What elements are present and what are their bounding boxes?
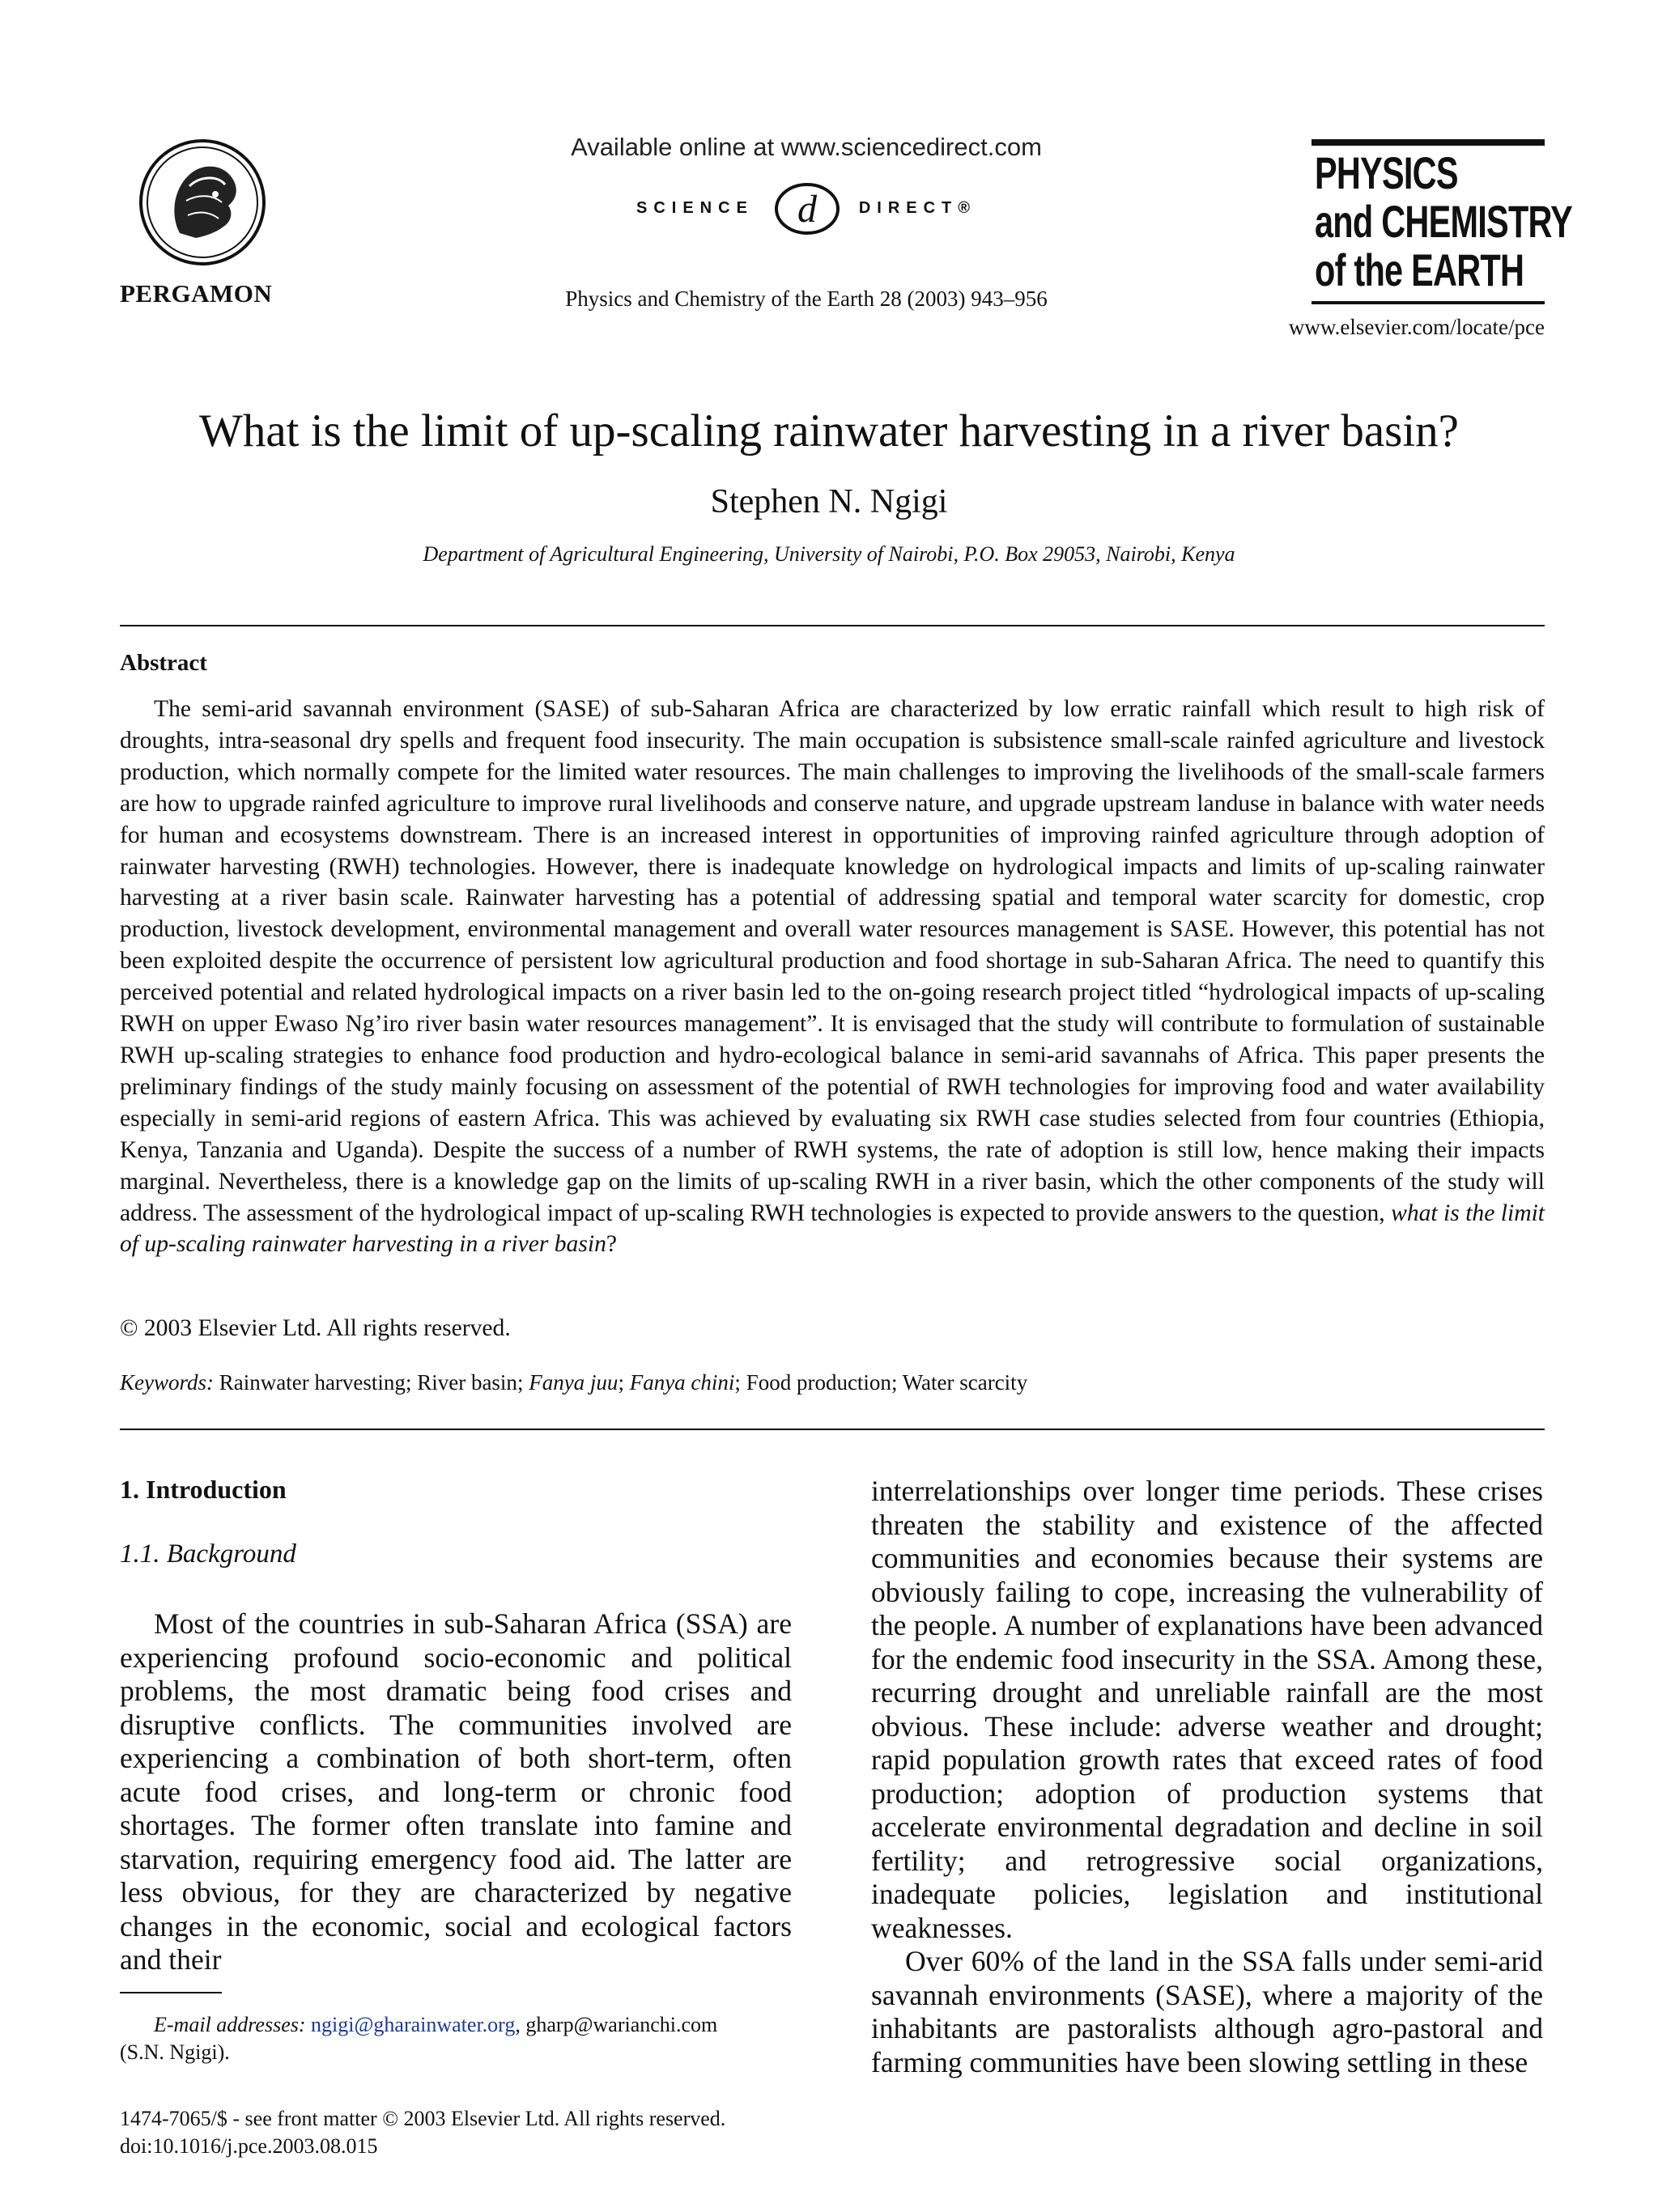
journal-logo-line-2: and CHEMISTRY bbox=[1315, 196, 1573, 247]
subsection-heading-background: 1.1. Background bbox=[120, 1539, 296, 1569]
abstract-end-mark: ? bbox=[606, 1231, 618, 1258]
abstract-bottom-divider bbox=[120, 1429, 1545, 1430]
email-link[interactable]: gharp@warianchi.com bbox=[525, 2013, 718, 2036]
keyword: River basin bbox=[417, 1370, 517, 1395]
journal-logo-bottom-rule bbox=[1312, 301, 1545, 304]
keyword: Fanya juu bbox=[529, 1370, 619, 1395]
footnote-label: E-mail addresses: bbox=[154, 2013, 306, 2036]
issn-line: 1474-7065/$ - see front matter © 2003 Elsevier Ltd. All rights reserved. bbox=[120, 2107, 726, 2130]
abstract-copyright: © 2003 Elsevier Ltd. All rights reserved. bbox=[120, 1315, 511, 1341]
keyword: Food production bbox=[746, 1370, 891, 1395]
article-author: Stephen N. Ngigi bbox=[710, 483, 948, 520]
sciencedirect-right-word: DIRECT® bbox=[858, 199, 976, 217]
abstract-text: The semi-arid savannah environment (SASE) of sub-Saharan Africa are characterized by low erratic rainfall which result to high risk of droughts, intra-seasonal dry spells and frequent food insecurity. The main occupation is subsistence small-scale rainfed agriculture and livestock production, which normally compete for the limited water resources. The main challenges to improving the livelihoods of the small-scale farmers are how to upgrade rainfed agriculture to improve rural livelihoods and conserve nature, and upgrade upstream landuse in balance with water needs for human and ecosystems downstream. There is an increased interest in opportunities of improving rainfed agriculture through adoption of rainwater harvesting (RWH) technologies. However, there is inadequate knowledge on hydrological impacts and limits of up-scaling rainwater harvesting at a river basin scale. Rainwater harvesting has a potential of addressing spatial and temporal water scarcity for domestic, crop production, livestock development, environmental management and overall water resources management is SASE. However, this potential has not been exploited despite the occurrence of persistent low agricultural production and food shortage in sub-Saharan Africa. The need to quantify this perceived potential and related hydrological impacts on a river basin led to the on-going research project titled “hydrological impacts of up-scaling RWH on upper Ewaso Ng’iro river basin water resources management”. It is envisaged that the study will contribute to formulation of sustainable RWH up-scaling strategies to enhance food production and hydro-ecological balance in semi-arid savannahs of Africa. This paper presents the preliminary findings of the study mainly focusing on assessment of the potential of RWH technologies for improving food and water availability especially in semi-arid regions of eastern Africa. This was achieved by evaluating six RWH case studies selected from four countries (Ethiopia, Kenya, Tanzania and Uganda). Despite the success of a number of RWH systems, the rate of adoption is still low, hence making their impacts marginal. Nevertheless, there is a knowledge gap on the limits of up-scaling RWH in a river basin, which the other components of the study will address. The assessment of the hydrological impact of up-scaling RWH technologies is expected to provide answers to the question, bbox=[120, 696, 1545, 1226]
abstract-heading: Abstract bbox=[120, 650, 207, 676]
svg-text:d: d bbox=[797, 188, 817, 231]
available-online-banner: Available online at www.sciencedirect.com bbox=[571, 133, 1042, 161]
keywords-line: Keywords: Rainwater harvesting; River basin; Fanya juu; Fanya chini; Food production; Water scarcity bbox=[120, 1370, 1028, 1395]
abstract-body bbox=[120, 694, 1545, 1260]
right-column-text bbox=[871, 1475, 1543, 2079]
right-column-paragraph: Over 60% of the land in the SSA falls under semi-arid savannah environments (SASE), where a majority of the inhabitants are pastoralists although agro-pastoral and farming communities have been slowing settling in these bbox=[871, 1945, 1543, 2078]
right-column-paragraph: interrelationships over longer time periods. These crises threaten the stability and existence of the affected communities and economies because their systems are obviously failing to cope, increasing the vulnerability of the people. A number of explanations have been advanced for the endemic food insecurity in the SSA. Among these, recurring drought and unreliable rainfall are the most obvious. These include: adverse weather and drought; rapid population growth rates that exceed rates of food production; adoption of production systems that accelerate environmental degradation and decline in soil fertility; and retrogressive social organizations, inadequate policies, legislation and institutional weaknesses. bbox=[871, 1475, 1543, 1944]
keywords-label: Keywords: bbox=[120, 1370, 214, 1395]
abstract-question: what is the limit of up-scaling rainwater harvesting in a river basin bbox=[120, 1199, 1545, 1258]
front-matter bbox=[120, 2105, 725, 2160]
abstract-top-divider bbox=[120, 625, 1545, 626]
sciencedirect-logo bbox=[636, 180, 976, 236]
keyword: Fanya chini bbox=[629, 1370, 735, 1395]
keyword: Rainwater harvesting bbox=[219, 1370, 406, 1395]
publisher-logo bbox=[138, 138, 267, 267]
author-affiliation: Department of Agricultural Engineering, University of Nairobi, P.O. Box 29053, Nairobi, Kenya bbox=[423, 542, 1235, 566]
journal-logo-top-rule bbox=[1312, 139, 1545, 146]
sciencedirect-left-word: SCIENCE bbox=[636, 199, 754, 217]
email-separator: , bbox=[515, 2013, 526, 2036]
journal-title-logo bbox=[1312, 139, 1573, 308]
email-link[interactable]: ngigi@gharainwater.org bbox=[311, 2013, 516, 2036]
journal-url-link[interactable]: www.elsevier.com/locate/pce bbox=[1288, 315, 1545, 339]
footnote bbox=[120, 2011, 792, 2066]
publisher-name: PERGAMON bbox=[120, 279, 273, 308]
journal-logo-line-3: of the EARTH bbox=[1315, 244, 1524, 295]
sciencedirect-d-icon bbox=[772, 180, 842, 236]
article-title: What is the limit of up-scaling rainwater harvesting in a river basin? bbox=[199, 405, 1459, 456]
left-column-text: Most of the countries in sub-Saharan Africa (SSA) are experiencing profound socio-economic and political problems, the most dramatic being food crises and disruptive conflicts. The communities involved are experiencing a combination of both short-term, often acute food crises, and long-term or chronic food shortages. The former often translate into famine and starvation, requiring emergency food aid. The latter are less obvious, for they are characterized by negative changes in the economic, social and ecological factors and their bbox=[120, 1607, 792, 1976]
footnote-owner: (S.N. Ngigi). bbox=[120, 2040, 230, 2064]
footnote-divider bbox=[120, 1992, 222, 1993]
doi-link[interactable]: doi:10.1016/j.pce.2003.08.015 bbox=[120, 2134, 378, 2158]
keyword: Water scarcity bbox=[902, 1370, 1028, 1395]
journal-reference: Physics and Chemistry of the Earth 28 (2003) 943–956 bbox=[565, 287, 1048, 311]
journal-logo-line-1: PHYSICS bbox=[1315, 147, 1458, 198]
section-heading-introduction: 1. Introduction bbox=[120, 1475, 287, 1504]
